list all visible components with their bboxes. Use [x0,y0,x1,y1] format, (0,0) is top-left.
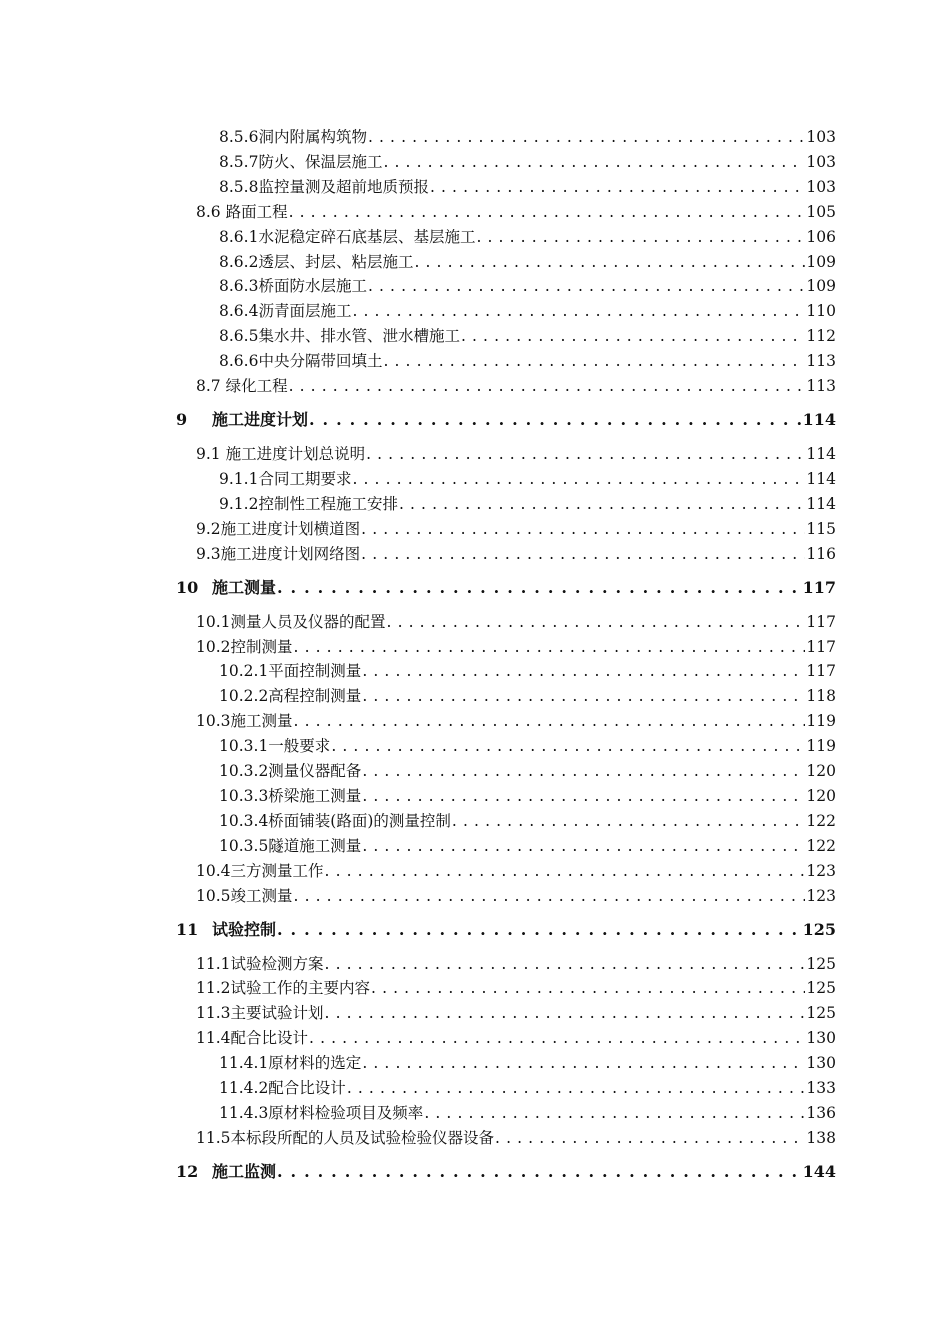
toc-leader-dots [294,636,806,658]
toc-entry[interactable] [219,493,836,515]
toc-entry[interactable] [219,300,836,322]
toc-leader-dots [399,493,805,515]
toc-entry[interactable] [219,275,836,297]
toc-leader-dots [452,810,806,832]
toc-page-number: 119 [806,737,836,756]
toc-page-number: 118 [806,687,836,706]
toc-entry[interactable] [196,885,836,907]
toc-entry-title: 10.3.3桥梁施工测量 [219,786,362,805]
toc-leader-dots [495,1127,805,1149]
toc-leader-dots [309,409,802,431]
toc-entry-title: 10.3.1一般要求 [219,737,331,756]
toc-leader-dots [289,201,806,223]
toc-chapter-title: 试验控制 [212,919,277,939]
toc-leader-dots [362,660,805,682]
toc-entry-title: 8.6.5集水井、排水管、泄水槽施工 [219,327,460,346]
toc-leader-dots [289,375,806,397]
toc-entry-title: 8.6 路面工程 [196,202,288,221]
toc-page-number: 122 [806,836,836,855]
toc-leader-dots [476,226,805,248]
toc-entry[interactable] [196,443,836,465]
toc-entry-title [176,409,308,431]
toc-entry-title: 10.5竣工测量 [196,886,293,905]
toc-entry-title: 8.6.1水泥稳定碎石底基层、基层施工 [219,227,476,246]
toc-chapter-number: 12 [176,1161,199,1181]
toc-entry[interactable] [196,1127,836,1149]
toc-page-number: 120 [806,762,836,780]
toc-entry-title: 10.2.1平面控制测量 [219,662,362,681]
toc-entry-title: 8.5.7防火、保温层施工 [219,152,383,171]
toc-page-number: 114 [806,469,836,488]
toc-entry-title: 11.4配合比设计 [196,1029,309,1048]
toc-page-number: 144 [802,1161,836,1181]
toc-page-number: 138 [806,1128,836,1147]
toc-entry-title: 11.3主要试验计划 [196,1004,324,1023]
toc-entry[interactable] [219,468,836,490]
toc-entry-title: 10.1测量人员及仪器的配置 [196,612,386,631]
toc-entry-title: 10.2控制测量 [196,637,293,656]
toc-page-number: 125 [806,954,836,973]
toc-entry-title: 9.1 施工进度计划总说明 [196,445,366,463]
toc-entry[interactable] [176,409,836,431]
toc-entry[interactable] [196,611,836,633]
toc-chapter-number: 9 [176,410,188,429]
toc-leader-dots [424,1102,805,1124]
toc-page-number: 117 [806,637,836,656]
toc-entry-title: 8.6.2透层、封层、粘层施工 [219,252,414,271]
toc-leader-dots [371,977,805,999]
toc-entry-title: 9.1.1合同工期要求 [219,469,352,488]
toc-entry[interactable] [196,710,836,732]
toc-entry[interactable] [219,760,836,782]
toc-entry[interactable] [219,176,836,198]
toc-leader-dots [331,735,805,757]
toc-entry[interactable] [196,375,836,397]
toc-page-number: 123 [806,886,836,905]
toc-entry-title: 11.4.3原材料检验项目及频率 [219,1103,424,1122]
toc-leader-dots [383,151,805,173]
toc-entry-title: 9.2施工进度计划横道图 [196,519,361,538]
toc-leader-dots [347,1077,806,1099]
toc-entry-title: 10.3.4桥面铺装(路面)的测量控制 [219,811,451,830]
toc-page-number: 130 [806,1029,836,1048]
toc-leader-dots [383,350,805,372]
toc-entry[interactable] [176,577,836,599]
toc-leader-dots [277,577,802,599]
toc-leader-dots [362,685,805,707]
toc-leader-dots [352,300,805,322]
toc-page-number: 125 [806,1004,836,1023]
toc-leader-dots [414,251,805,273]
toc-entry-title: 11.4.1原材料的选定 [219,1054,362,1073]
toc-entry-title: 10.2.2高程控制测量 [219,687,362,706]
toc-entry-title: 8.6.3桥面防水层施工 [219,277,367,296]
toc-entry[interactable] [219,810,836,832]
toc-page-number: 122 [806,811,836,830]
toc-leader-dots [368,126,805,148]
toc-page-number: 103 [806,152,836,171]
toc-leader-dots [362,1052,805,1074]
toc-leader-dots [361,543,805,565]
toc-entry-title: 8.5.6洞内附属构筑物 [219,128,367,146]
toc-chapter-number: 10 [176,577,199,597]
toc-entry[interactable] [219,151,836,173]
toc-entry-title: 11.4.2配合比设计 [219,1079,346,1097]
toc-entry[interactable] [219,126,836,148]
toc-entry[interactable] [219,251,836,273]
toc-entry[interactable] [196,977,836,999]
toc-page-number: 117 [806,662,836,681]
toc-page-number: 125 [802,919,836,939]
toc-page-number: 133 [806,1079,836,1097]
toc-page-number: 114 [806,494,836,513]
toc-page-number: 136 [806,1103,836,1122]
toc-page-number: 117 [806,612,836,631]
toc-page-number: 116 [806,544,836,563]
toc-page-number: 120 [806,786,836,805]
toc-entry-title: 9.3施工进度计划网络图 [196,544,361,563]
toc-page-number: 103 [806,177,836,196]
toc-leader-dots [294,710,806,732]
toc-entry-title: 10.3.2测量仪器配备 [219,762,362,780]
toc-page-number: 119 [806,712,836,731]
toc-entry[interactable] [196,953,836,975]
toc-entry[interactable] [219,1102,836,1124]
toc-leader-dots [362,760,805,782]
toc-page-number: 117 [802,577,836,597]
toc-page-number: 106 [806,227,836,246]
toc-entry[interactable] [219,735,836,757]
toc-entry-title: 8.7 绿化工程 [196,377,288,395]
toc-leader-dots [366,443,805,465]
toc-leader-dots [368,275,805,297]
toc-entry[interactable] [196,543,836,565]
toc-entry[interactable] [219,685,836,707]
toc-entry-title: 9.1.2控制性工程施工安排 [219,494,398,513]
toc-entry-title: 8.6.4沥青面层施工 [219,302,352,321]
toc-page-number: 115 [806,519,836,538]
toc-page-number: 112 [806,327,836,346]
toc-page-number: 114 [806,445,836,463]
toc-entry[interactable] [219,1077,836,1099]
toc-page-number: 123 [806,861,836,880]
toc-page-number: 105 [806,202,836,221]
toc-entry-title: 11.1试验检测方案 [196,954,324,973]
toc-entry[interactable] [219,785,836,807]
toc-page-number: 103 [806,128,836,146]
toc-entry[interactable] [196,636,836,658]
toc-leader-dots [362,785,805,807]
toc-entry[interactable] [176,919,836,941]
toc-leader-dots [361,518,805,540]
toc-leader-dots [387,611,806,633]
toc-leader-dots [277,919,802,941]
toc-entry[interactable] [196,1002,836,1024]
toc-entry-title [176,577,276,599]
toc-entry[interactable] [219,1052,836,1074]
toc-page-number: 114 [802,410,836,429]
toc-entry[interactable] [196,201,836,223]
toc-leader-dots [277,1161,802,1183]
toc-page-number: 110 [806,302,836,321]
toc-chapter-number: 11 [176,919,199,939]
toc-leader-dots [325,1002,806,1024]
toc-chapter-title: 施工进度计划 [212,410,309,429]
toc-entry[interactable] [196,860,836,882]
toc-entry-title: 11.2试验工作的主要内容 [196,979,371,998]
toc-entry[interactable] [196,518,836,540]
toc-leader-dots [430,176,805,198]
toc-entry-title: 8.5.8监控量测及超前地质预报 [219,177,429,196]
toc-leader-dots [461,325,805,347]
toc-entry-title: 8.6.6中央分隔带回填土 [219,352,383,371]
toc-leader-dots [325,953,806,975]
toc-entry[interactable] [219,835,836,857]
toc-entry[interactable] [219,325,836,347]
toc-page-number: 113 [806,377,836,395]
toc-leader-dots [352,468,805,490]
toc-page-number: 109 [806,252,836,271]
toc-entry-title: 10.3.5隧道施工测量 [219,836,362,855]
toc-page-number: 109 [806,277,836,296]
toc-page-number: 130 [806,1054,836,1073]
toc-entry-title: 11.5本标段所配的人员及试验检验仪器设备 [196,1128,495,1147]
toc-entry[interactable] [219,226,836,248]
toc-leader-dots [362,835,805,857]
toc-page-number: 113 [806,352,836,371]
toc-entry-title: 10.4三方测量工作 [196,861,324,880]
toc-entry-title [176,919,276,941]
toc-entry[interactable] [219,350,836,372]
toc-leader-dots [325,860,806,882]
toc-entry-title [176,1161,276,1183]
toc-chapter-title: 施工监测 [212,1161,277,1181]
toc-entry[interactable] [196,1027,836,1049]
toc-entry[interactable] [219,660,836,682]
toc-leader-dots [309,1027,805,1049]
toc-chapter-title: 施工测量 [212,577,277,597]
toc-entry-title: 10.3施工测量 [196,712,293,731]
toc-entry[interactable] [176,1161,836,1183]
toc-page-number: 125 [806,979,836,998]
toc-leader-dots [294,885,806,907]
